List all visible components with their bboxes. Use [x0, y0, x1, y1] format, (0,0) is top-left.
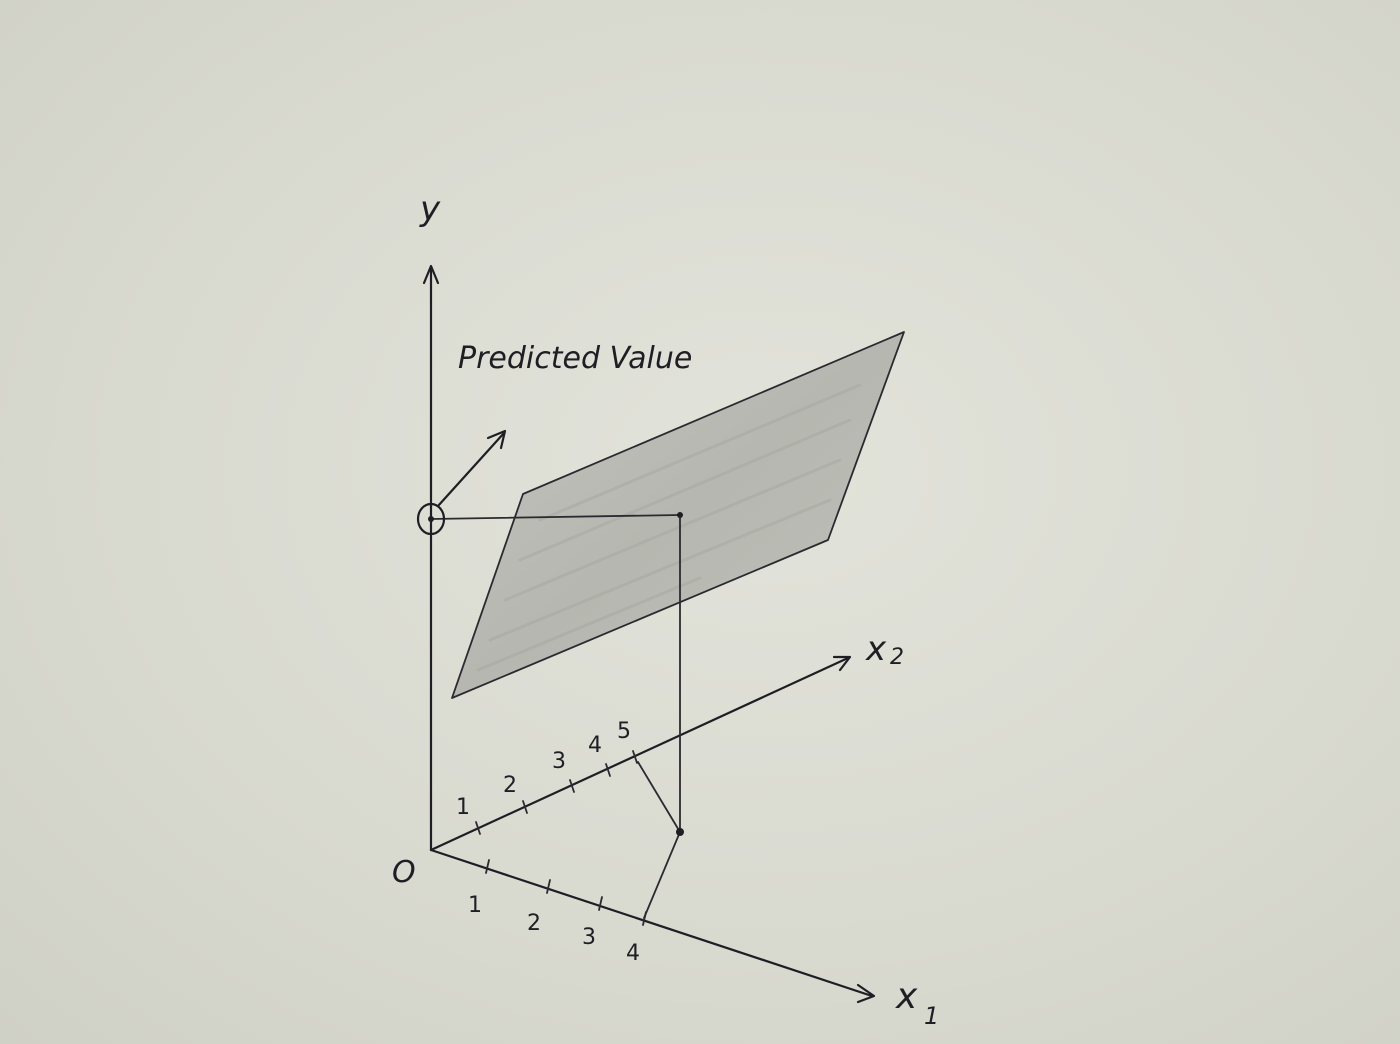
plane-point	[677, 512, 683, 518]
x1-tick-label-4: 4	[626, 941, 640, 966]
x2-axis-label-subscript: 2	[890, 645, 904, 670]
x1-projection-line	[644, 832, 680, 918]
x1-tick-3	[599, 897, 602, 910]
x2-axis-label-main: x	[866, 629, 887, 669]
x1-axis	[431, 850, 872, 996]
annotation-label: Predicted Value	[458, 341, 693, 376]
predicted-value-point	[428, 516, 434, 522]
x2-tick-label-4: 4	[588, 733, 602, 758]
x1-axis-label-subscript: 1	[924, 1002, 940, 1030]
x2-axis	[431, 658, 848, 850]
x2-tick-label-3: 3	[552, 749, 566, 774]
annotation-arrow-line	[438, 433, 504, 506]
x1-tick-label-3: 3	[582, 925, 596, 950]
x2-tick-label-2: 2	[503, 773, 517, 798]
x1-axis-label-main: x	[896, 976, 918, 1017]
x1-tick-labels	[468, 893, 640, 966]
x1-tick-1	[486, 860, 489, 873]
x1-tick-label-2: 2	[527, 911, 541, 936]
x1-tick-2	[547, 880, 550, 893]
x2-axis-label	[865, 629, 904, 670]
x1-ticks	[486, 860, 646, 925]
y-axis-label: y	[420, 189, 441, 229]
x2-projection-line	[638, 762, 680, 832]
x1-tick-label-1: 1	[468, 893, 482, 918]
x1-axis-label	[895, 976, 939, 1030]
x2-tick-label-1: 1	[456, 795, 470, 820]
origin-label: O	[392, 855, 416, 890]
x2-tick-label-5: 5	[617, 719, 631, 744]
ground-point	[676, 828, 684, 836]
